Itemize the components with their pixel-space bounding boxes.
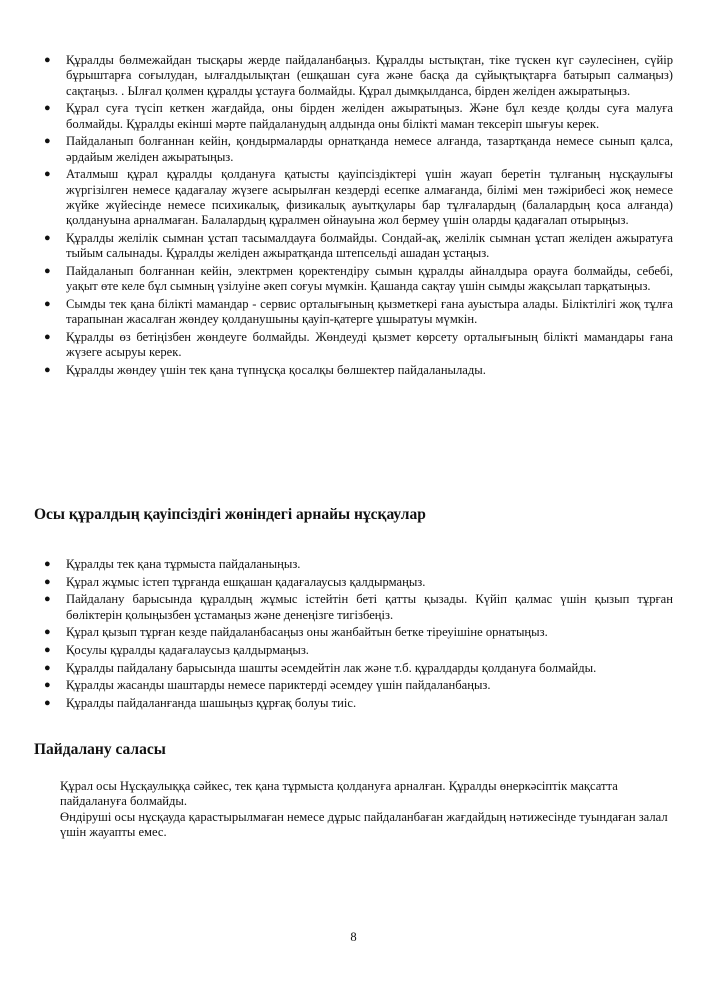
liability-paragraph: Өндіруші осы нұсқауда қарастырылмаған немесе дұрыс пайдаланбаған жағдайдың нәтижесінде туындаған залал үшін жауапты емес. xyxy=(60,809,668,839)
bullet-icon: ● xyxy=(44,135,51,148)
list-item xyxy=(40,101,673,132)
usage-scope-heading: Пайдалану саласы xyxy=(34,741,166,758)
list-item xyxy=(40,231,673,262)
bullet-icon: ● xyxy=(44,626,51,639)
list-item xyxy=(40,167,673,228)
bullet-icon: ● xyxy=(44,644,51,657)
bullet-icon: ● xyxy=(44,661,51,674)
list-item xyxy=(40,557,673,572)
general-safety-list xyxy=(40,53,673,380)
usage-scope-paragraph: Құрал осы Нұсқаулыққа сәйкес, тек қана тұрмыста қолдануға арналған. Құралды өнеркәсіптік мақсатта пайдалануға болмайды. xyxy=(60,779,618,809)
bullet-icon: ● xyxy=(44,363,51,376)
bullet-icon: ● xyxy=(44,558,51,570)
list-item xyxy=(40,264,673,295)
bullet-icon: ● xyxy=(44,697,51,710)
usage-scope-text xyxy=(60,779,675,840)
list-item xyxy=(40,661,673,676)
bullet-icon: ● xyxy=(44,168,51,181)
bullet-icon: ● xyxy=(44,264,51,277)
bullet-icon: ● xyxy=(44,330,51,343)
list-item xyxy=(40,643,673,658)
page-number: 8 xyxy=(350,930,357,944)
list-item-text: Аталмыш құрал құралды қолдануға қатысты қауіпсіздіктері үшін жауап беретін тұлғаның нұсқаулығы жүргізілген немесе қадағалау жүзеге асырылған кездерді есепке алмағанда, білімі мен тәжірибесі жоқ немесе жүйке жүйесінде немесе психикалық, физикалық ауытқулары бар тұлғалардың (балалардың қоса алғанда) қолдануына арналмаған. Балалардың құралмен ойнауына жол бермеу үшін оларды қадағалап отырыңыз. xyxy=(66,167,673,228)
list-item-text: Құралды пайдаланғанда шашыңыз құрғақ болуы тиіс. xyxy=(66,696,357,711)
list-item xyxy=(40,592,673,623)
list-item-text: Құралды желілік сымнан ұстап тасымалдауға болмайды. Сондай-ақ, желілік сымнан ұстап желіден ажыратуға тыйым салынады. Құралды желіден ажыратқанда штепсельді ашадан ұстаңыз. xyxy=(66,230,673,261)
list-item-text: Қосулы құралды қадағалаусыз қалдырмаңыз. xyxy=(66,643,309,658)
list-item-text: Құралды тек қана тұрмыста пайдаланыңыз. xyxy=(66,557,301,571)
list-item-text: Құралды бөлмежайдан тысқары жерде пайдаланбаңыз. Құралды ыстықтан, тіке түскен күг сәулесінен, сүйір бұрыштарға соғылудан, ылғалдылықтан (ешқашан суға және басқа да сұйықтықтарға батырып салмаңыз) сақтаңыз. . Ылғал қолмен құралды ұстауға болмайды. Құрал дымқылданса, бірден желіден ажыратыңыз. xyxy=(66,53,673,98)
special-safety-list xyxy=(40,557,673,714)
list-item-text: Пайдалану барысында құралдың жұмыс істейтін беті қатты қызады. Күйіп қалмас үшін қызып тұрған бөліктерін қолыңызбен ұстамаңыз және денеңізге тигізбеңіз. xyxy=(66,592,673,622)
special-safety-heading: Осы құралдың қауіпсіздігі жөніндегі арнайы нұсқаулар xyxy=(34,506,426,523)
list-item-text: Сымды тек қана білікті мамандар - сервис орталығының қызметкері ғана ауыстыра алады. Біліктілігі жоқ тұлға тарапынан жасалған жөндеу қолданушыны қауіп-қатерге ұшыратуы мүмкін. xyxy=(66,296,673,327)
list-item xyxy=(40,678,673,693)
bullet-icon: ● xyxy=(44,679,51,692)
list-item-text: Құралды өз бетіңізбен жөндеуге болмайды. Жөндеуді қызмет көрсету орталығының білікті мамандары ғана жүзеге асыруы керек. xyxy=(66,329,673,360)
bullet-icon: ● xyxy=(44,102,51,115)
list-item-text: Құралды жасанды шаштарды немесе париктерді әсемдеу үшін пайдаланбаңыз. xyxy=(66,678,491,693)
list-item xyxy=(40,363,673,378)
list-item-text: Пайдаланып болғаннан кейін, электрмен қоректендіру сымын құралды айналдыра орауға болмайды, себебі, уақыт өте келе бұл сымның үзілуіне әкеп соғуы мүмкін. Қашанда сақтау үшін сымды жақсылап тарқатыңыз. xyxy=(66,263,673,294)
list-item-text: Құралды жөндеу үшін тек қана түпнұсқа қосалқы бөлшектер пайдаланылады. xyxy=(66,362,486,377)
list-item-text: Құрал суға түсіп кеткен жағдайда, оны бірден желіден ажыратыңыз. Және бұл кезде қолды суға малуға болмайды. Құралды екінші мәрте пайдаланудың алдында оны білікті маман тексеріп шығуы керек. xyxy=(66,101,673,131)
list-item-text: Құрал қызып тұрған кезде пайдаланбасаңыз оны жанбайтын бетке тіреуішіне орнатыңыз. xyxy=(66,625,548,640)
bullet-icon: ● xyxy=(44,231,51,244)
list-item xyxy=(40,134,673,165)
bullet-icon: ● xyxy=(44,54,51,66)
bullet-icon: ● xyxy=(44,575,51,588)
list-item xyxy=(40,575,673,590)
bullet-icon: ● xyxy=(44,593,51,606)
list-item xyxy=(40,625,673,640)
list-item-text: Пайдаланып болғаннан кейін, қондырмаларды орнатқанда немесе алғанда, тазартқанда немесе сынып қалса, әрдайым желіден ажыратыңыз. xyxy=(66,134,673,164)
list-item-text: Құралды пайдалану барысында шашты әсемдейтін лак және т.б. құралдарды қолдануға болмайды. xyxy=(66,660,597,675)
list-item xyxy=(40,53,673,99)
list-item xyxy=(40,330,673,361)
list-item xyxy=(40,696,673,711)
bullet-icon: ● xyxy=(44,297,51,310)
list-item-text: Құрал жұмыс істеп тұрғанда ешқашан қадағалаусыз қалдырмаңыз. xyxy=(66,574,426,589)
list-item xyxy=(40,297,673,328)
